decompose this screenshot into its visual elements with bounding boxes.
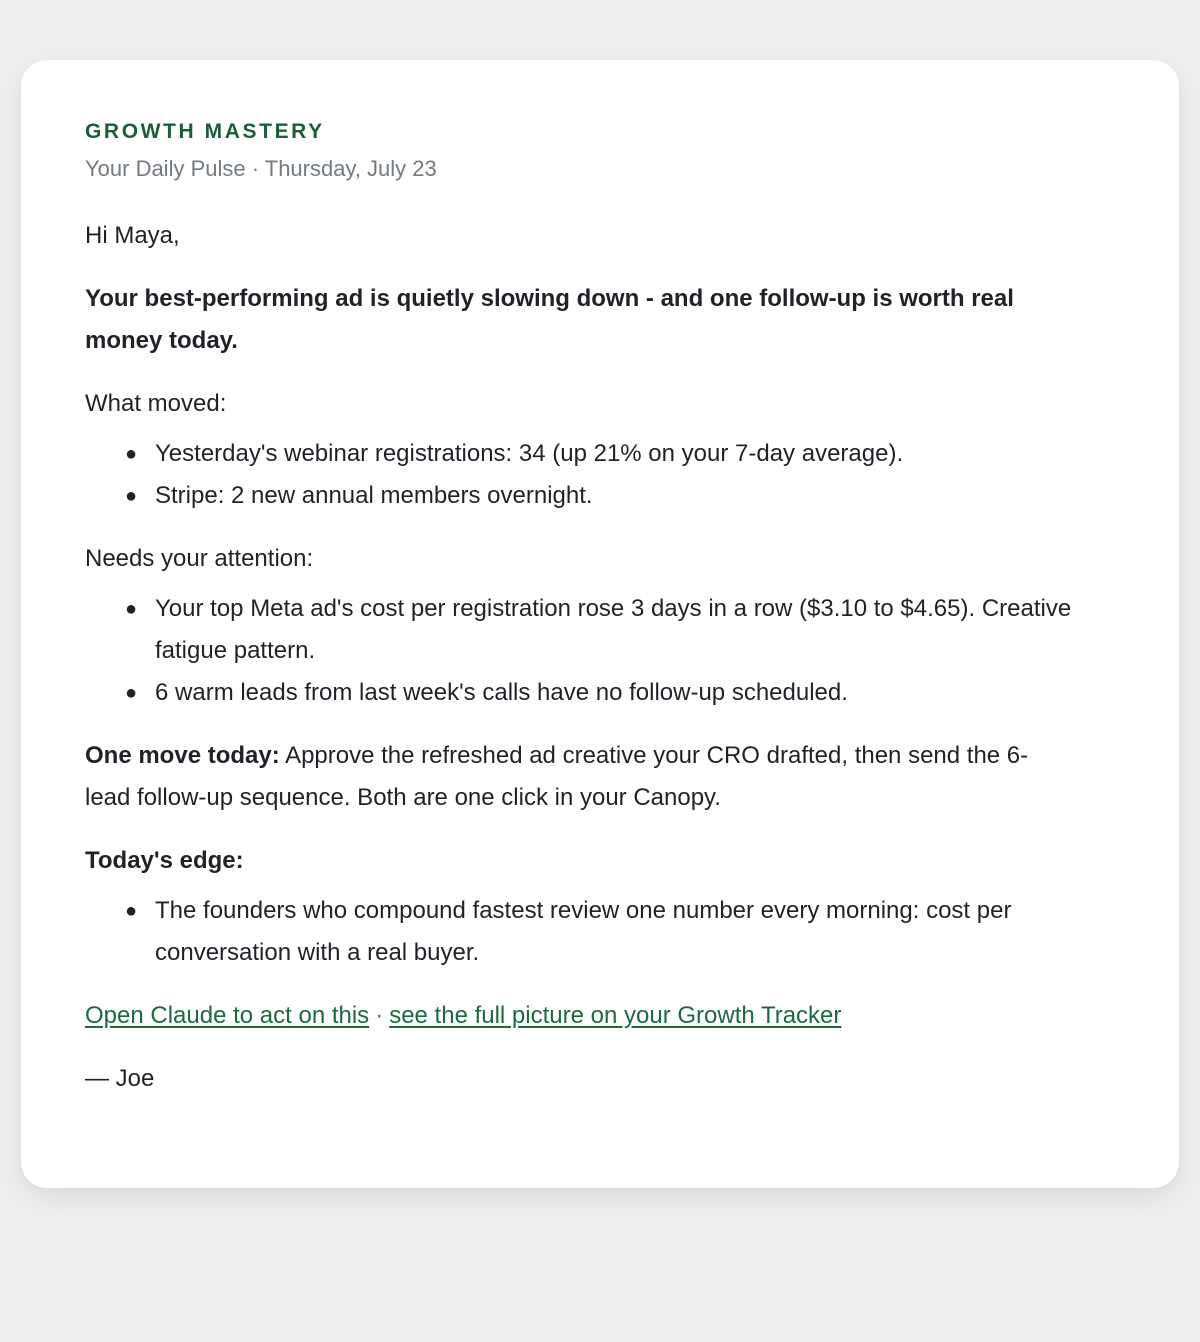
list-item-text: The founders who compound fastest review one number every morning: cost per conversation with a real buyer. [155,897,1012,966]
what-moved-list [85,433,1115,517]
list-item-text: Your top Meta ad's cost per registration rose 3 days in a row ($3.10 to $4.65). Creative fatigue pattern. [155,595,1072,664]
attention-list [85,588,1115,714]
bullet-icon: ● [125,682,138,704]
edge-label: Today's edge: [85,847,244,874]
edge-list [85,890,1115,974]
one-move-paragraph [85,735,1065,819]
list-item [125,890,1075,974]
list-item-text: 6 warm leads from last week's calls have no follow-up scheduled. [155,679,848,706]
list-item-text: Stripe: 2 new annual members overnight. [155,482,593,509]
list-item-text: Yesterday's webinar registrations: 34 (up 21% on your 7-day average). [155,440,904,467]
email-card [21,60,1179,1188]
one-move-text: Approve the refreshed ad creative your CRO drafted, then send the 6-lead follow-up sequence. Both are one click in your Canopy. [85,742,1029,811]
open-claude-link[interactable]: Open Claude to act on this [85,1002,370,1029]
what-moved-label: What moved: [85,390,227,417]
one-move-label: One move today: [85,742,280,769]
list-item [125,588,1075,672]
action-links [85,995,1115,1037]
list-item [125,433,1075,475]
bullet-icon: ● [125,900,138,922]
greeting: Hi Maya, [85,222,180,249]
newsletter-subline: Your Daily Pulse · Thursday, July 23 [85,156,437,181]
bullet-icon: ● [125,598,138,620]
list-item [125,475,1075,517]
link-separator: · [375,1002,384,1029]
brand-name: GROWTH MASTERY [85,120,325,143]
list-item [125,672,1075,714]
bullet-icon: ● [125,485,138,507]
headline: Your best-performing ad is quietly slowing down - and one follow-up is worth real money today. [85,285,1014,354]
attention-label: Needs your attention: [85,545,314,572]
bullet-icon: ● [125,443,138,465]
growth-tracker-link[interactable]: see the full picture on your Growth Tracker [389,1002,842,1029]
signoff: — Joe [85,1065,155,1092]
